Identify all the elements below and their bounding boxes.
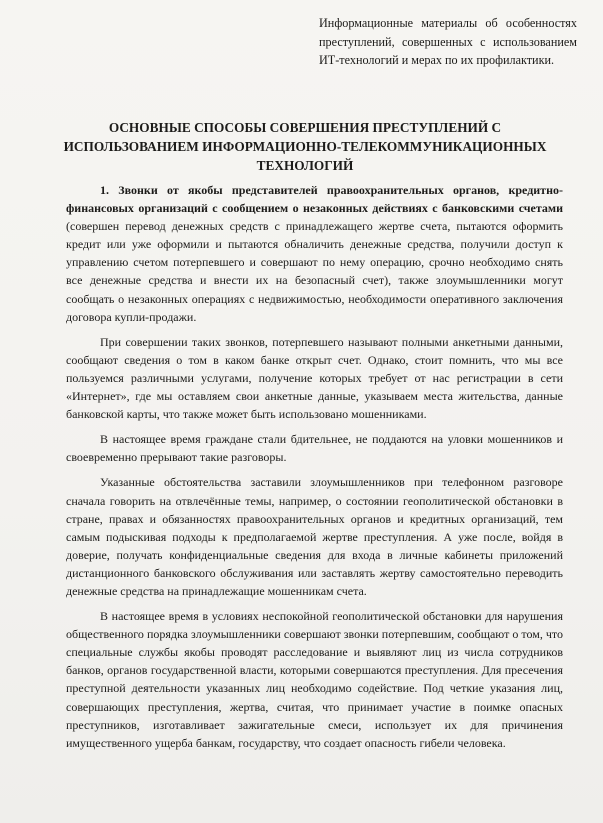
header-note: Информационные материалы об особенностях преступлений, совершенных с использованием ИТ-технологий и мерах по их профилактики.	[319, 16, 577, 67]
paragraph: В настоящее время в условиях неспокойной геополитической обстановки для нарушения общественного порядка злоумышленники совершают звонки потерпевшим, сообщают о том, что специальные службы якобы проводят расследование и выявляют лиц из числа сотрудников банков, органов государственной власти, которыми совершаются преступления. Для пресечения преступной деятельности указанных лиц необходимо содействие. Под четкие указания лиц, совершающих преступления, жертва, считая, что принимает участие в поимке опасных преступников, изготавливает зажигательные смеси, использует их для причинения имущественного ущерба банкам, государству, что создает опасность гибели человека.	[66, 609, 563, 750]
paragraph: Указанные обстоятельства заставили злоумышленников при телефонном разговоре сначала говорить на отвлечённые темы, например, о состоянии геополитической обстановки в стране, правах и обязанностях правоохранительных органов и кредитных организаций, тем самым подыскивая подходы к предполагаемой жертве преступления. А уже после, войдя в доверие, получать конфиденциальные сведения для входа в личные кабинеты приложений дистанционного банковского обслуживания или заставлять жертву самостоятельно переводить денежные средства на принадлежащие мошенникам счета.	[66, 475, 563, 598]
page-title: ОСНОВНЫЕ СПОСОБЫ СОВЕРШЕНИЯ ПРЕСТУПЛЕНИЙ С ИСПОЛЬЗОВАНИЕМ ИНФОРМАЦИОННО-ТЕЛЕКОММУНИКАЦИОННЫХ ТЕХНОЛОГИЙ	[63, 120, 547, 173]
section-1-lead: 1. Звонки от якобы представителей правоохранительных органов, кредитно-финансовых организаций с сообщением о незаконных действиях с банковскими счетами	[66, 183, 563, 216]
section-1-paragraph	[66, 181, 563, 326]
document-body	[66, 181, 563, 759]
paragraph: При совершении таких звонков, потерпевшего называют полными анкетными данными, сообщают сведения о том в каком банке открыт счет. Однако, стоит помнить, что мы все пользуемся различными услугами, получение которых требует от нас регистрации в сети «Интернет», где мы оставляем свои анкетные данные, указываем места жительства, данные банковской карты, что также может быть использовано мошенниками.	[66, 334, 563, 422]
paragraph: В настоящее время граждане стали бдительнее, не поддаются на уловки мошенников и своевременно прерывают такие разговоры.	[66, 432, 563, 465]
section-1-text: (совершен перевод денежных средств с принадлежащего жертве счета, пытаются оформить кредит или уже оформили и пытаются обналичить денежные средства, получили доступ к управлению счетом потерпевшего и совершают по нему операцию, срочно необходимо снять все денежные средства и внести их на безопасный счет), также злоумышленники могут сообщать о незаконных операциях с недвижимостью, необходимости оперативного заключения договора купли-продажи.	[66, 219, 563, 324]
